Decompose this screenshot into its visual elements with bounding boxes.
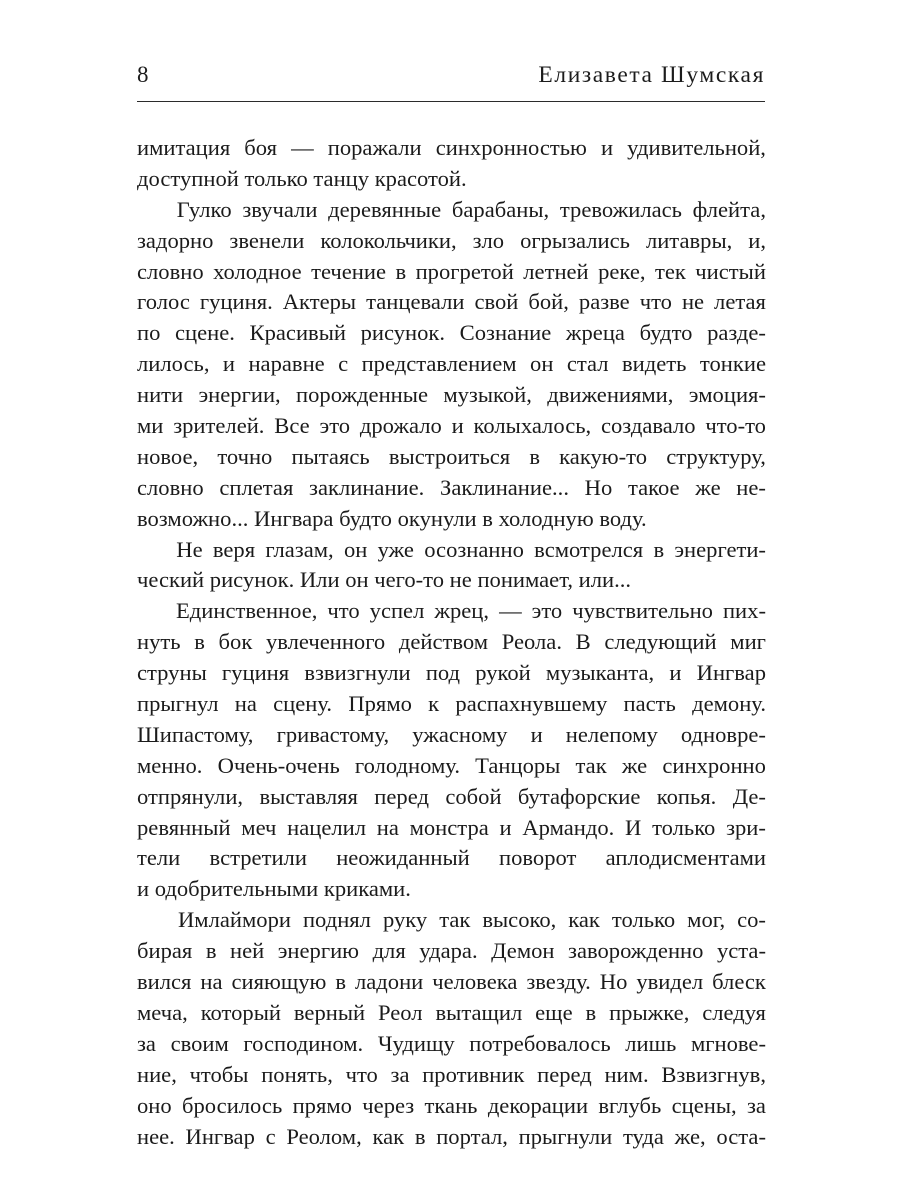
word: так [575,752,607,778]
word: декорации [487,1092,589,1118]
word: эмоция- [688,382,766,408]
text-line [137,349,766,380]
word: Реолом, [286,1123,362,1149]
word: видеть [622,351,687,377]
word: голос [137,289,190,315]
word: Но [584,474,613,500]
word: в [585,999,597,1025]
word: что-то [705,413,766,439]
word: Единственное, [176,598,318,624]
word: Шипастому, [137,721,254,747]
word: и [499,814,512,840]
word: создавало [600,413,696,439]
word: нуть [137,629,181,655]
text-line [137,596,766,627]
word: распахнувшему [455,691,608,717]
word: мгнове- [690,1030,766,1056]
word: не- [736,474,766,500]
text-line [137,813,766,844]
word: Прямо [348,691,412,717]
word: колыхалось, [473,413,592,439]
word: он [530,351,554,377]
word: что [345,1061,378,1087]
text-line [137,1060,766,1091]
word: ческий рисунок. Или он чего-то не понимает, или... [137,567,632,593]
word: бирая [137,938,193,964]
word: наравне [248,351,325,377]
word: энергии, [198,382,281,408]
word: какую-то [559,443,648,469]
word: удивительной, [627,135,766,160]
word: Чудищу [377,1030,455,1056]
word: пытаясь [291,443,370,469]
word: сияющую [231,969,327,995]
text-line [137,226,766,257]
word: своим [170,1030,229,1056]
word: Гулко [176,196,232,222]
word: взвизгнули [304,660,411,686]
text-line [137,565,766,596]
word: заклинание. [309,474,425,500]
word: Де- [732,783,766,809]
word: зло [472,227,505,253]
word: такое [627,474,680,500]
word: за [747,1092,766,1118]
word: задорно [137,227,214,253]
word: бутафорские [517,783,641,809]
text-line [137,905,766,936]
word: прыгнули [518,1123,613,1149]
word: гривастому, [276,721,390,747]
word: доступной только танцу красотой. [137,165,467,191]
word: мог, [687,907,726,933]
word: только [611,907,676,933]
word: в [653,536,665,562]
word: это [531,598,563,624]
word: удара. [419,938,478,964]
text-line [137,720,766,751]
word: сцены, [671,1092,737,1118]
word: в [529,443,540,469]
word: И [625,814,642,840]
word: и [530,721,543,747]
word: следуя [702,999,766,1025]
word: миг [730,629,766,655]
text-line [137,843,766,874]
word: в [395,258,407,284]
word: бой, [528,289,569,315]
word: Не [176,536,203,562]
word: голодному. [354,752,460,778]
word: ткань [424,1092,478,1118]
word: монстра [409,814,489,840]
word: энергию [277,938,360,964]
word: увидел [636,969,704,995]
text-line [137,782,766,813]
word: еще [535,999,573,1025]
word: Все [274,413,310,439]
word: структуру, [666,443,766,469]
word: противник [422,1061,525,1087]
word: перед [374,783,429,809]
word: на [200,969,223,995]
word: тонкие [699,351,766,377]
word: успел [369,598,425,624]
word: будто [639,320,693,346]
word: встретили [209,845,307,871]
text-line [137,133,766,164]
word: бок [218,629,253,655]
word: флейта, [692,196,766,222]
word: Актеры [282,289,357,315]
word: бросилось [182,1092,283,1118]
text-line [137,442,766,473]
body-text [137,133,766,1152]
word: сцене. [175,320,235,346]
word: перед [537,1061,592,1087]
text-line [137,257,766,288]
word: звенели [229,227,305,253]
word: на [234,691,257,717]
word: и [222,351,236,377]
word: Реол [378,999,423,1025]
word: только [652,814,716,840]
word: огрызались [520,227,630,253]
word: Демон [491,938,555,964]
word: заворожденно [568,938,704,964]
word: Армандо. [522,814,615,840]
word: уже [377,536,414,562]
word: верный [293,999,366,1025]
word: что [639,289,672,315]
word: барабаны, [451,196,550,222]
word: разве [578,289,630,315]
word: гуциня [221,660,290,686]
word: сплетая [219,474,294,500]
word: рисунок. [360,320,446,346]
word: пасть [623,691,676,717]
word: осознанно [424,536,524,562]
word: блеск [712,969,766,995]
word: выставляя [259,783,358,809]
word: к [428,691,440,717]
word: Имлаймори [177,907,291,933]
word: прыжке, [609,999,690,1025]
word: Очень-очень [217,752,340,778]
word: на [376,814,399,840]
word: вился [137,969,192,995]
word: ние, [137,1061,177,1087]
word: собой [445,783,502,809]
word: же [621,752,648,778]
word: поворот [499,845,577,871]
text-line [137,751,766,782]
word: следующий [604,629,717,655]
word: словно [137,258,204,284]
word: и [451,413,464,439]
word: порожденные [296,382,428,408]
word: жреца [565,320,625,346]
word: нее. [137,1123,175,1149]
word: В [575,629,591,655]
word: Но [599,969,628,995]
word: колокольчики, [320,227,457,253]
word: за [137,1030,156,1056]
word: представлением [361,351,517,377]
word: человека [432,969,518,995]
text-line [137,411,766,442]
word: музыканта, [545,660,655,686]
text-line [137,689,766,720]
word: уста- [716,938,766,964]
word: оно [137,1092,172,1118]
running-head [137,60,765,94]
word: гуциня. [199,289,273,315]
word: же, [674,1123,706,1149]
text-line [137,380,766,411]
text-line [137,473,766,504]
word: портал, [436,1123,508,1149]
word: и [600,135,614,160]
word: Танцоры [475,752,561,778]
word: увлеченного [265,629,386,655]
word: потребовалось [469,1030,611,1056]
word: господином. [243,1030,364,1056]
text-line [137,1122,766,1153]
word: чтобы [189,1061,249,1087]
word: с [338,351,349,377]
word: Ингвар [185,1123,255,1149]
word: одновре- [680,721,766,747]
word: прыгнул [137,691,219,717]
text-line [137,164,766,195]
word: звезду. [526,969,591,995]
word: нити [137,382,184,408]
word: со- [737,907,766,933]
word: меч [241,814,277,840]
word: меча, [137,999,188,1025]
word: возможно... Ингвара будто окунули в холодную воду. [137,505,647,531]
text-line [137,504,766,535]
paragraph-indent [137,596,166,627]
text-line [137,287,766,318]
word: и [669,660,682,686]
word: Взвизгнув, [661,1061,766,1087]
word: музыкой, [443,382,532,408]
word: лилось, [137,351,210,377]
word: жрец, [434,598,490,624]
word: синхронно [662,752,766,778]
word: в [414,1123,426,1149]
word: свой [474,289,519,315]
word: рукой [475,660,531,686]
word: ужасному [412,721,508,747]
word: же [695,474,721,500]
word: по [137,320,161,346]
word: чистый [695,258,766,284]
word: прогретой [415,258,514,284]
word: стал [566,351,609,377]
word: как [568,907,600,933]
text-line [137,195,766,226]
word: тревожилась [559,196,682,222]
word: чувствительно [572,598,713,624]
word: Заклинание... [440,474,569,500]
word: ревянный [137,814,231,840]
text-line [137,936,766,967]
word: руку [382,907,428,933]
word: который [200,999,281,1025]
word: поднял [302,907,371,933]
word: Реола. [501,629,562,655]
word: танцевали [366,289,465,315]
text-line [137,627,766,658]
word: демону. [692,691,766,717]
word: зрителей. [173,413,265,439]
word: синхронностью [435,135,587,160]
word: зри- [726,814,766,840]
word: ним. [604,1061,649,1087]
word: не [681,289,705,315]
text-line [137,318,766,349]
word: ней [229,938,265,964]
word: с [265,1123,276,1149]
word: Красивый [249,320,346,346]
word: — [291,135,314,160]
word: неожиданный [336,845,470,871]
text-line [137,658,766,689]
word: сцену. [273,691,333,717]
author-name: Елизавета Шумская [538,62,765,88]
word: литавры, [645,227,733,253]
text-line [137,998,766,1029]
word: отпрянули, [137,783,244,809]
word: движениями, [547,382,674,408]
word: нацелил [287,814,367,840]
word: в [194,629,205,655]
word: — [499,598,522,624]
paragraph-indent [137,535,166,566]
word: точно [217,443,273,469]
word: ми [137,413,164,439]
word: и, [748,227,766,253]
text-line [137,1091,766,1122]
word: дрожало [359,413,442,439]
word: реке, [598,258,646,284]
word: за [390,1061,410,1087]
word: понять, [261,1061,333,1087]
paragraph-indent [137,195,166,226]
word: течение [311,258,387,284]
text-line [137,1029,766,1060]
word: боя [244,135,278,160]
word: вглубь [598,1092,662,1118]
word: поражали [327,135,422,160]
word: высоко, [482,907,557,933]
word: вытащил [435,999,523,1025]
word: летая [714,289,766,315]
word: лишь [625,1030,677,1056]
word: пих- [722,598,766,624]
word: тели [137,845,181,871]
word: холодное [213,258,302,284]
paragraph-indent [137,905,166,936]
word: через [362,1092,415,1118]
word: это [319,413,351,439]
word: аплодисментами [605,845,766,871]
word: глазам, [265,536,334,562]
word: веря [212,536,256,562]
header-divider [137,101,765,102]
word: туда [622,1123,664,1149]
text-line [137,535,766,566]
word: под [425,660,461,686]
text-line [137,874,766,905]
word: копья. [656,783,717,809]
word: тек [654,258,686,284]
word: летней [523,258,589,284]
word: оста- [716,1123,766,1149]
word: ладони [354,969,424,995]
word: действом [398,629,489,655]
word: словно [137,474,204,500]
word: выстроиться [388,443,511,469]
word: для [372,938,406,964]
word: энергети- [674,536,766,562]
word: в [335,969,347,995]
word: что [327,598,360,624]
word: и одобрительными криками. [137,876,411,902]
word: звучали [242,196,318,222]
word: менно. [137,752,203,778]
word: струны [137,660,207,686]
word: как [372,1123,405,1149]
word: в [205,938,217,964]
word: Сознание [459,320,552,346]
text-line [137,967,766,998]
word: новое, [137,443,199,469]
word: разде- [707,320,766,346]
word: так [439,907,471,933]
word: Ингвар [696,660,766,686]
word: деревянные [328,196,442,222]
word: всмотрелся [534,536,644,562]
word: нелепому [565,721,658,747]
word: он [343,536,368,562]
page-number: 8 [137,62,149,87]
word: прямо [292,1092,352,1118]
word: имитация [137,135,231,160]
